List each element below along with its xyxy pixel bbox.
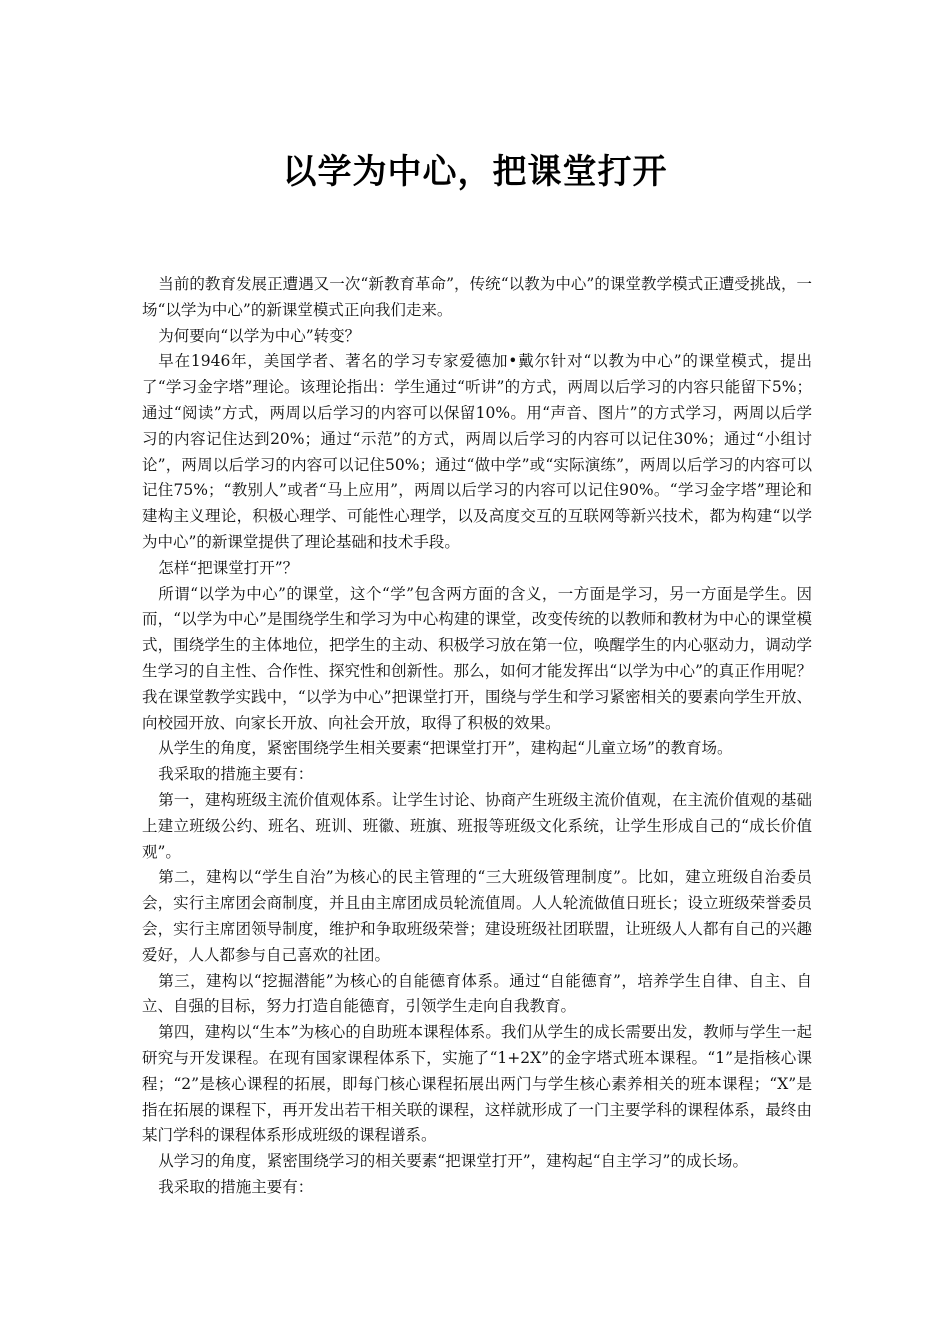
paragraph: 所谓“以学为中心”的课堂，这个“学”包含两方面的含义，一方面是学习，另一方面是学生。因而，“以学为中心”是围绕学生和学习为中心构建的课堂，改变传统的以教师和教材为中心的课堂模式，围绕学生的主体地位，把学生的主动、积极学习放在第一位，唤醒学生的内心驱动力，调动学生学习的自主性、合作性、探究性和创新性。那么，如何才能发挥出“以学为中心”的真正作用呢？我在课堂教学实践中，“以学为中心”把课堂打开，围绕与学生和学习紧密相关的要素向学生开放、向校园开放、向家长开放、向社会开放，取得了积极的效果。 <box>142 584 812 732</box>
document-title: 以学为中心，把课堂打开 <box>282 151 668 192</box>
paragraph: 第二，建构以“学生自治”为核心的民主管理的“三大班级管理制度”。比如，建立班级自治委员会，实行主席团会商制度，并且由主席团成员轮流值周。人人轮流做值日班长；设立班级荣誉委员会，实行主席团领导制度，维护和争取班级荣誉；建设班级社团联盟，让班级人人都有自己的兴趣爱好，人人都参与自己喜欢的社团。 <box>142 868 812 964</box>
section-question: 为何要向“以学为中心”转变？ <box>158 326 361 345</box>
paragraph: 第三，建构以“挖掘潜能”为核心的自能德育体系。通过“自能德育”，培养学生自律、自主、自立、自强的目标，努力打造自能德育，引领学生走向自我教育。 <box>142 971 812 1016</box>
paragraph: 早在1946年，美国学者、著名的学习专家爱德加•戴尔针对“以教为中心”的课堂模式，提出了“学习金字塔”理论。该理论指出：学生通过“听讲”的方式，两周以后学习的内容只能留下5%；通过“阅读”方式，两周以后学习的内容可以保留10%。用“声音、图片”的方式学习，两周以后学习的内容记住达到20%；通过“示范”的方式，两周以后学习的内容可以记住30%；通过“小组讨论”，两周以后学习的内容可以记住50%；通过“做中学”或“实际演练”，两周以后学习的内容可以记住75%；“教别人”或者“马上应用”，两周以后学习的内容可以记住90%。“学习金字塔”理论和建构主义理论，积极心理学、可能性心理学，以及高度交互的互联网等新兴技术，都为构建“以学为中心”的新课堂提供了理论基础和技术手段。 <box>142 352 812 551</box>
section-question: 怎样“把课堂打开”？ <box>158 558 299 577</box>
document-body <box>142 272 812 1201</box>
paragraph: 从学生的角度，紧密围绕学生相关要素“把课堂打开”，建构起“儿童立场”的教育场。 <box>158 739 733 758</box>
paragraph: 当前的教育发展正遭遇又一次“新教育革命”，传统“以教为中心”的课堂教学模式正遭受挑战，一场“以学为中心”的新课堂模式正向我们走来。 <box>142 275 812 319</box>
paragraph: 我采取的措施主要有： <box>158 1177 314 1196</box>
paragraph: 从学习的角度，紧密围绕学习的相关要素“把课堂打开”，建构起“自主学习”的成长场。 <box>158 1152 748 1171</box>
paragraph: 第四，建构以“生本”为核心的自助班本课程体系。我们从学生的成长需要出发，教师与学生一起研究与开发课程。在现有国家课程体系下，实施了“1+2X”的金字塔式班本课程。“1”是指核心课程；“2”是核心课程的拓展，即每门核心课程拓展出两门与学生核心素养相关的班本课程；“X”是指在拓展的课程下，再开发出若干相关联的课程，这样就形成了一门主要学科的课程体系，最终由某门学科的课程体系形成班级的课程谱系。 <box>142 1023 812 1145</box>
paragraph: 我采取的措施主要有： <box>158 765 314 784</box>
paragraph: 第一，建构班级主流价值观体系。让学生讨论、协商产生班级主流价值观，在主流价值观的基础上建立班级公约、班名、班训、班徽、班旗、班报等班级文化系统，让学生形成自己的“成长价值观”。 <box>142 790 812 861</box>
